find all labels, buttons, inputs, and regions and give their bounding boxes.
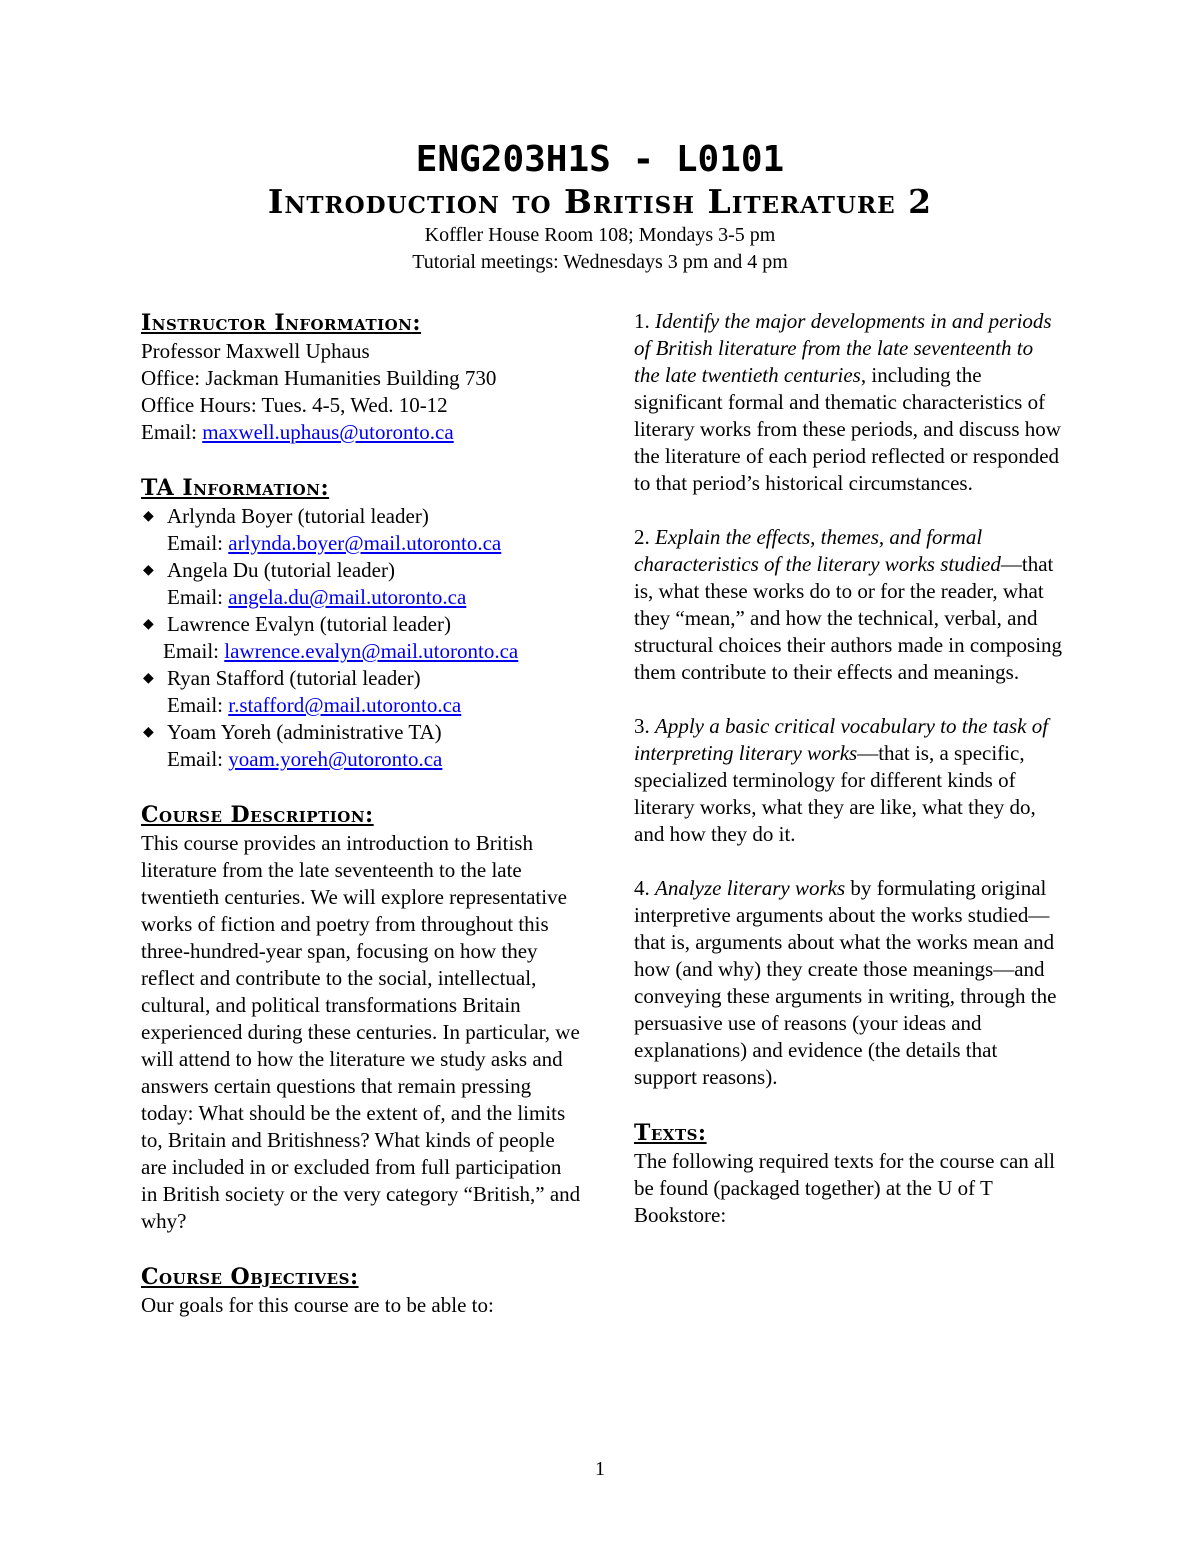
email-label: Email: <box>141 420 203 444</box>
email-label: Email: <box>167 585 229 609</box>
texts-intro: The following required texts for the course can all be found (packaged together) at the U of T Bookstore: <box>634 1149 1056 1227</box>
document-header <box>0 138 1200 276</box>
ta-name: Yoam Yoreh (administrative TA) <box>167 720 442 744</box>
instructor-email-link[interactable]: maxwell.uphaus@utoronto.ca <box>202 420 454 444</box>
right-column <box>634 308 1064 1229</box>
ta-name: Lawrence Evalyn (tutorial leader) <box>167 612 451 636</box>
objective-number: 3. <box>634 714 655 738</box>
ta-email-line <box>167 584 581 611</box>
ta-list-item <box>141 503 581 557</box>
objective-italic: Apply a basic critical vocabulary to the task of interpreting literary works <box>634 714 1049 765</box>
email-label: Email: <box>167 747 229 771</box>
course-code: ENG203H1S - L0101 <box>415 139 785 180</box>
objective-item <box>634 875 1064 1091</box>
ta-list-item <box>141 719 581 773</box>
left-column <box>141 308 581 1319</box>
texts-heading: Texts: <box>634 1120 707 1146</box>
instructor-office: Office: Jackman Humanities Building 730 <box>141 366 497 390</box>
description-heading: Course Description: <box>141 802 374 828</box>
ta-email-line <box>167 692 581 719</box>
instructor-heading: Instructor Information: <box>141 310 422 336</box>
description-text: This course provides an introduction to British literature from the late seventeenth to the late twentieth centuries. We will explore representative works of fiction and poetry from throughout this three-hundred-year span, focusing on how they reflect and contribute to the social, intellectual, cultural, and political transformations Britain experienced during these centuries. In particular, we will attend to how the literature we study asks and answers certain questions that remain pressing today: What should be the extent of, and the limits to, Britain and Britishness? What kinds of people are included in or excluded from full participation in British society or the very category “British,” and why? <box>141 831 581 1233</box>
ta-email-line <box>167 746 581 773</box>
ta-email-line <box>163 638 581 665</box>
objective-number: 2. <box>634 525 655 549</box>
instructor-email-line <box>141 419 581 446</box>
bullet-icon: ◆ <box>143 725 154 740</box>
objectives-intro: Our goals for this course are to be able to: <box>141 1293 494 1317</box>
objective-italic: Analyze literary works <box>655 876 846 900</box>
objective-rest: , including the significant formal and thematic characteristics of literary works from these periods, and discuss how the literature of each period reflected or responded to that period’s historical circumstances. <box>634 363 1061 495</box>
ta-name: Angela Du (tutorial leader) <box>167 558 395 582</box>
instructor-hours: Office Hours: Tues. 4-5, Wed. 10-12 <box>141 393 448 417</box>
objective-italic: Explain the effects, themes, and formal characteristics of the literary works studied <box>634 525 1001 576</box>
email-label: Email: <box>167 531 229 555</box>
objectives-heading: Course Objectives: <box>141 1264 359 1290</box>
ta-list-item <box>141 665 581 719</box>
ta-email-link[interactable]: angela.du@mail.utoronto.ca <box>228 585 467 609</box>
objective-rest: by formulating original interpretive arguments about the works studied—that is, arguments about what the works mean and how (and why) they create those meanings—and conveying these arguments in writing, through the persuasive use of reasons (your ideas and explanations) and evidence (the details that support reasons). <box>634 876 1057 1089</box>
email-label: Email: <box>163 639 225 663</box>
ta-heading: TA Information: <box>141 475 330 501</box>
objective-item <box>634 308 1064 497</box>
page-number: 1 <box>595 1458 605 1480</box>
ta-email-link[interactable]: arlynda.boyer@mail.utoronto.ca <box>228 531 502 555</box>
course-title: Introduction to British Literature 2 <box>267 182 933 221</box>
objective-rest: —that is, what these works do to or for the reader, what they “mean,” and how the technical, verbal, and structural choices their authors made in composing them contribute to their effects and meanings. <box>634 552 1063 684</box>
ta-list-item <box>141 557 581 611</box>
ta-email-link[interactable]: lawrence.evalyn@mail.utoronto.ca <box>224 639 519 663</box>
ta-email-line <box>167 530 581 557</box>
ta-list-item <box>141 611 581 665</box>
tutorial-times: Tutorial meetings: Wednesdays 3 pm and 4 pm <box>412 251 788 273</box>
ta-email-link[interactable]: yoam.yoreh@utoronto.ca <box>228 747 443 771</box>
objective-number: 4. <box>634 876 655 900</box>
bullet-icon: ◆ <box>143 509 154 524</box>
objective-item <box>634 524 1064 686</box>
objective-number: 1. <box>634 309 655 333</box>
objective-item <box>634 713 1064 848</box>
objective-italic: Identify the major developments in and periods of British literature from the late seventeenth to the late twentieth centuries <box>634 309 1052 387</box>
bullet-icon: ◆ <box>143 617 154 632</box>
bullet-icon: ◆ <box>143 563 154 578</box>
instructor-name: Professor Maxwell Uphaus <box>141 339 370 363</box>
ta-name: Ryan Stafford (tutorial leader) <box>167 666 421 690</box>
ta-name: Arlynda Boyer (tutorial leader) <box>167 504 429 528</box>
ta-list <box>141 503 581 773</box>
bullet-icon: ◆ <box>143 671 154 686</box>
email-label: Email: <box>167 693 229 717</box>
course-location: Koffler House Room 108; Mondays 3-5 pm <box>424 224 776 246</box>
objective-rest: —that is, a specific, specialized terminology for different kinds of literary works, what they are like, what they do, and how they do it. <box>634 741 1036 846</box>
ta-email-link[interactable]: r.stafford@mail.utoronto.ca <box>228 693 462 717</box>
